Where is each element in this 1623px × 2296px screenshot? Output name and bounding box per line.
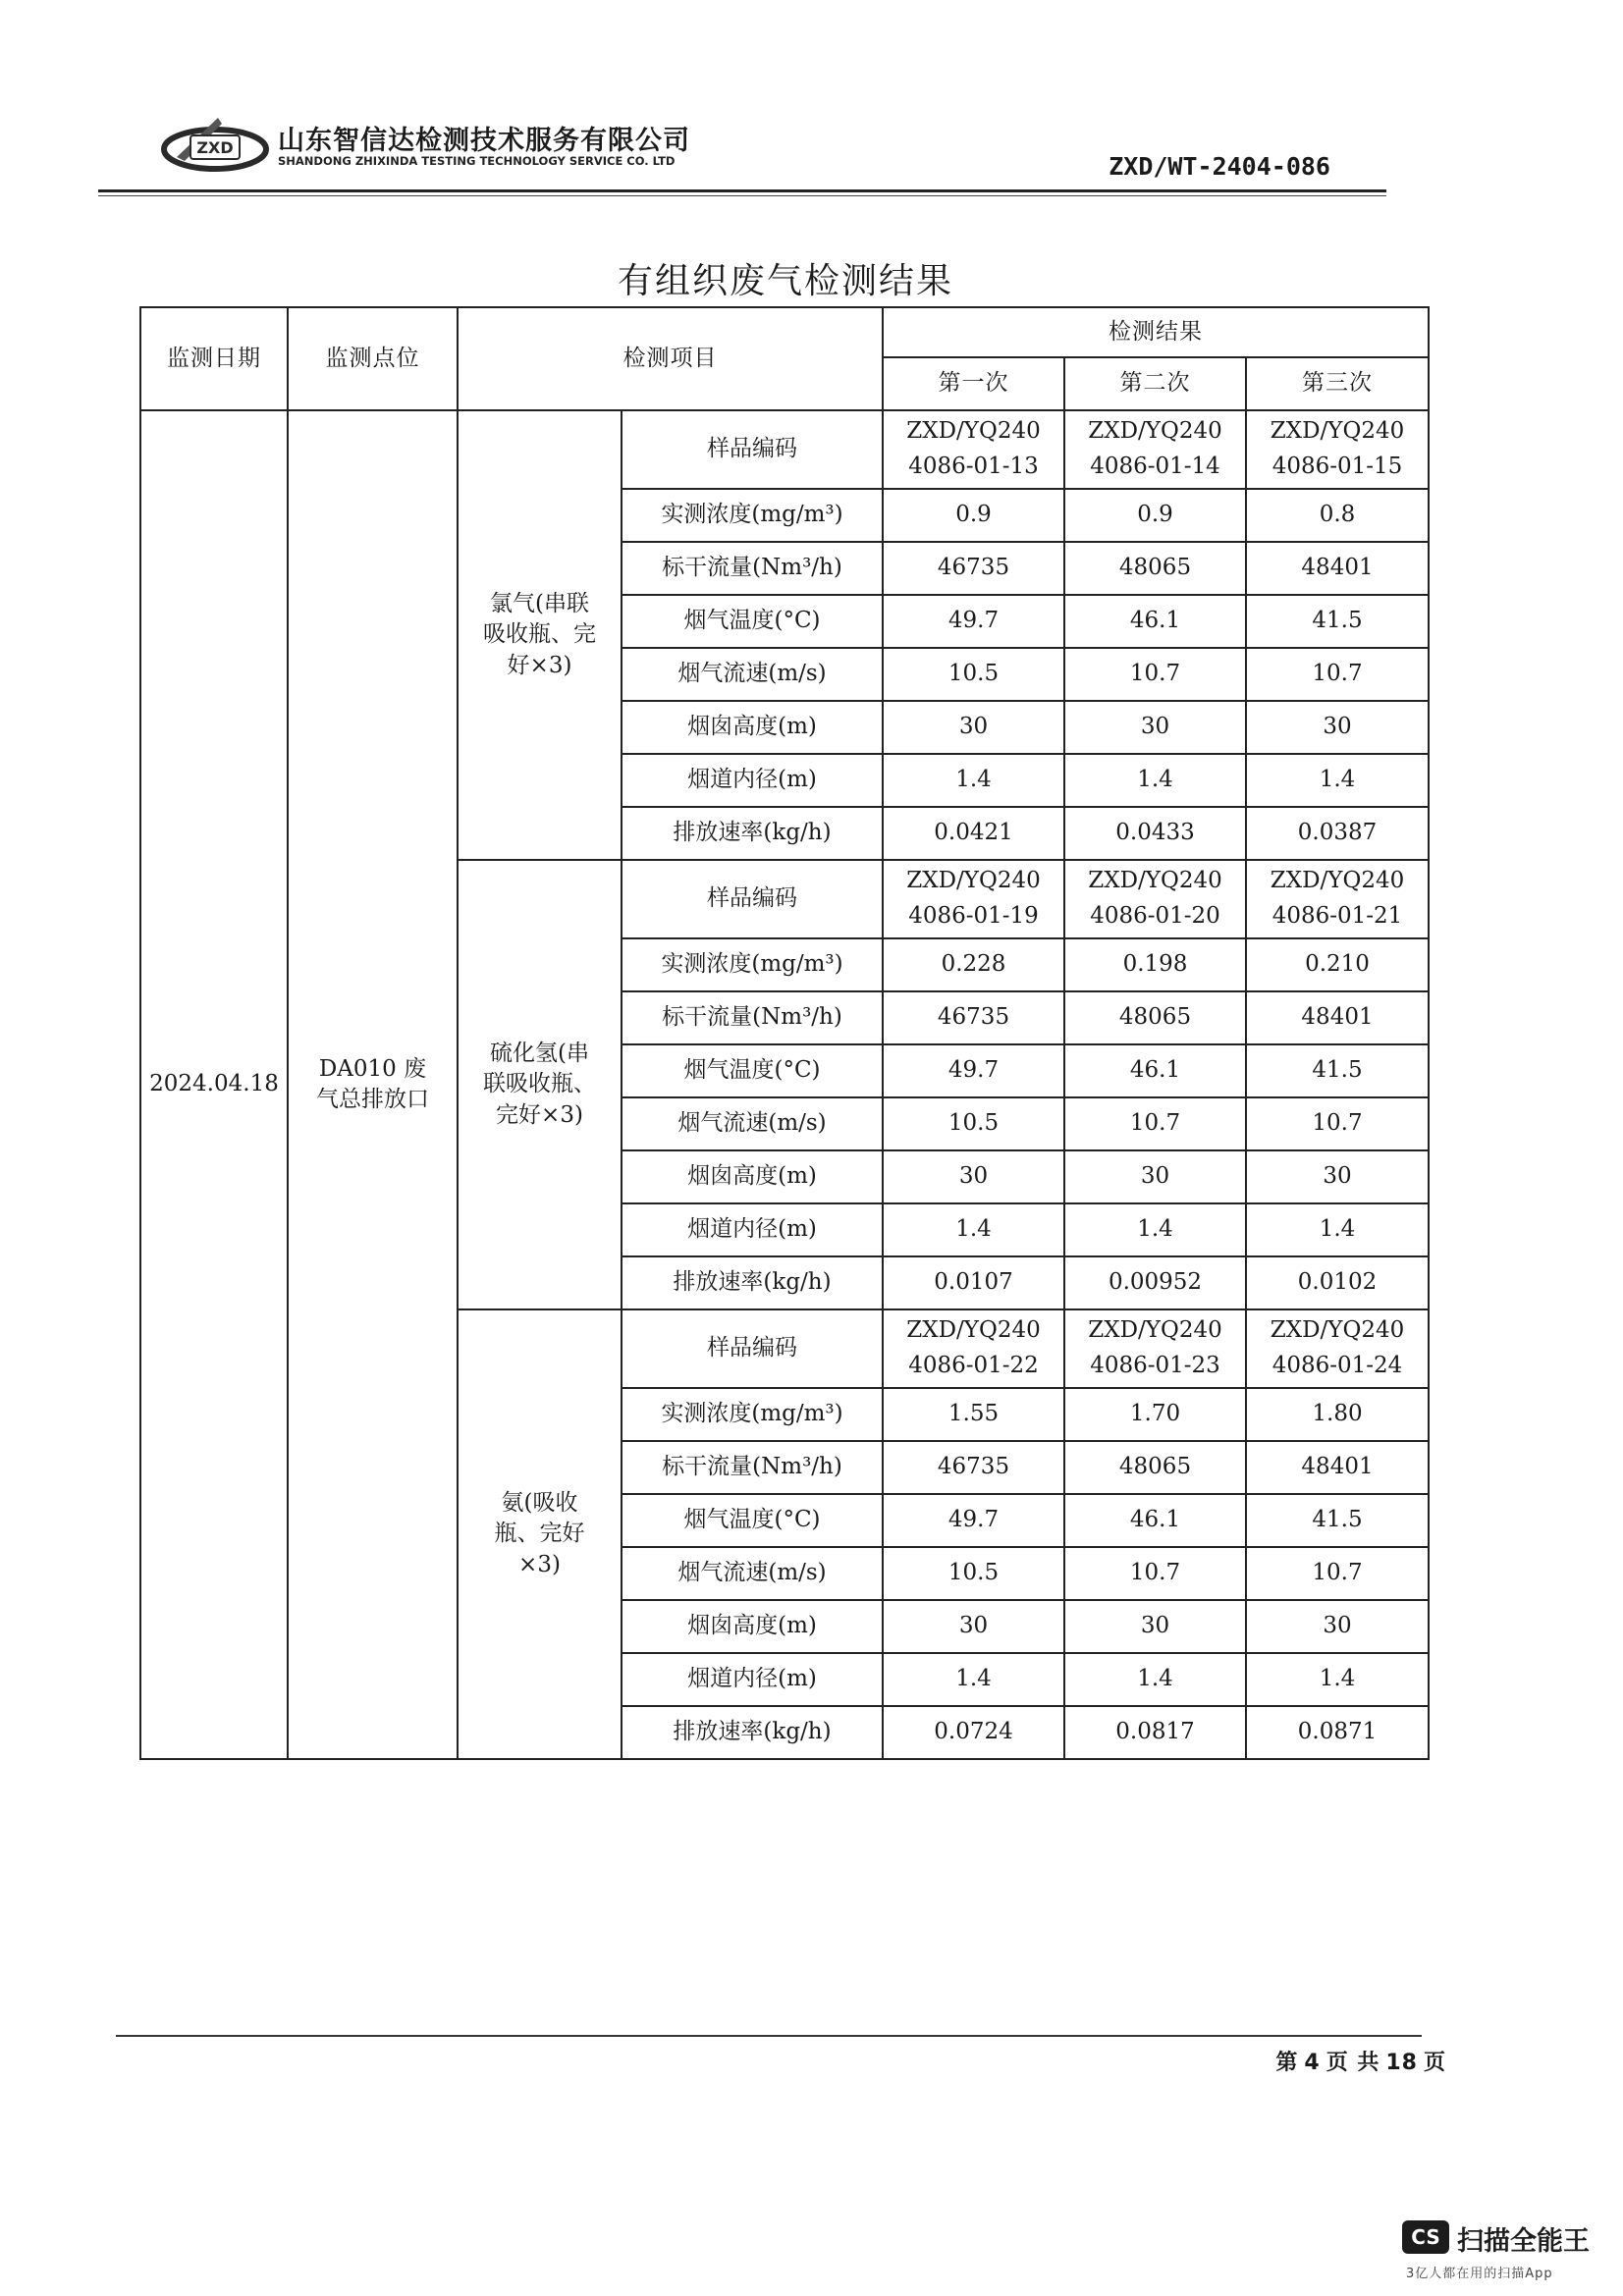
row-label: 烟囱高度(m): [622, 701, 883, 754]
result-value: 0.0433: [1064, 807, 1246, 860]
row-label: 实测浓度(mg/m³): [622, 489, 883, 542]
result-value: 46.1: [1064, 595, 1246, 648]
page-prefix: 第: [1275, 2050, 1299, 2075]
row-label: 烟道内径(m): [622, 1653, 883, 1706]
result-value: 0.00952: [1064, 1256, 1246, 1309]
monitoring-point-line: 气总排放口: [316, 1087, 429, 1112]
sample-code: [883, 860, 1064, 938]
result-value: 1.4: [1064, 1203, 1246, 1256]
result-value: 30: [1064, 701, 1246, 754]
sample-code-line: 4086-01-23: [1090, 1353, 1220, 1378]
result-value: 1.4: [883, 754, 1064, 807]
camscanner-logo-icon: CS: [1402, 2220, 1449, 2254]
company-logo: [157, 110, 273, 183]
sample-code: [1246, 1309, 1429, 1388]
sample-code-line: 4086-01-22: [908, 1353, 1039, 1378]
logo-text: ZXD: [196, 138, 234, 157]
camscanner-name: 扫描全能王: [1457, 2226, 1590, 2257]
row-label: 烟气流速(m/s): [622, 1547, 883, 1600]
result-value: 1.55: [883, 1388, 1064, 1441]
header-run-3: 第三次: [1246, 357, 1429, 410]
result-value: 10.7: [1246, 648, 1429, 701]
result-value: 30: [1064, 1150, 1246, 1203]
pollutant-name-line: 完好×3): [496, 1101, 583, 1128]
result-value: 41.5: [1246, 1494, 1429, 1547]
result-value: 49.7: [883, 1044, 1064, 1097]
result-value: 0.0107: [883, 1256, 1064, 1309]
monitoring-point-line: DA010 废: [318, 1055, 427, 1082]
result-value: 0.0871: [1246, 1706, 1429, 1759]
row-label: 标干流量(Nm³/h): [622, 1441, 883, 1494]
sample-code-row: [140, 410, 1429, 489]
result-value: 10.7: [1246, 1097, 1429, 1150]
result-value: 48065: [1064, 542, 1246, 595]
result-value: 10.5: [883, 648, 1064, 701]
page-title: 有组织废气检测结果: [617, 261, 953, 301]
result-value: 48065: [1064, 991, 1246, 1044]
result-value: 0.0387: [1246, 807, 1429, 860]
row-label: 实测浓度(mg/m³): [622, 938, 883, 991]
sample-code-line: ZXD/YQ240: [906, 1317, 1041, 1344]
result-value: 1.4: [1246, 1203, 1429, 1256]
sample-code-line: 4086-01-20: [1090, 903, 1220, 929]
sample-code-line: 4086-01-24: [1271, 1353, 1403, 1378]
results-table: [139, 306, 1430, 1760]
header-rule-thin: [98, 195, 1386, 196]
result-value: 30: [883, 1150, 1064, 1203]
sample-code: [1064, 860, 1246, 938]
monitoring-point: [288, 410, 458, 1759]
result-value: 10.7: [1064, 648, 1246, 701]
sample-code-line: 4086-01-14: [1090, 454, 1220, 479]
sample-code: [1246, 410, 1429, 489]
footer-rule: [116, 2035, 1422, 2037]
sample-code-line: 4086-01-19: [908, 903, 1039, 929]
result-value: 0.228: [883, 938, 1064, 991]
result-value: 0.0817: [1064, 1706, 1246, 1759]
result-value: 48401: [1246, 991, 1429, 1044]
result-value: 1.4: [1246, 754, 1429, 807]
result-value: 0.0421: [883, 807, 1064, 860]
row-label: 烟气流速(m/s): [622, 1097, 883, 1150]
result-value: 30: [1246, 1600, 1429, 1653]
header-point: 监测点位: [288, 307, 458, 410]
sample-code-line: ZXD/YQ240: [1270, 418, 1405, 445]
row-label: 样品编码: [622, 410, 883, 489]
sample-code: [1064, 1309, 1246, 1388]
result-value: 30: [1246, 1150, 1429, 1203]
result-value: 1.70: [1064, 1388, 1246, 1441]
row-label: 烟气温度(°C): [622, 1494, 883, 1547]
result-value: 0.9: [1064, 489, 1246, 542]
row-label: 烟气温度(°C): [622, 1044, 883, 1097]
pollutant-name-line: 吸收瓶、完: [483, 621, 596, 648]
pollutant-name: [458, 860, 622, 1309]
sample-code-line: 4086-01-15: [1271, 454, 1403, 479]
sample-code-line: ZXD/YQ240: [1088, 1317, 1222, 1344]
result-value: 1.4: [1064, 1653, 1246, 1706]
row-label: 烟道内径(m): [622, 754, 883, 807]
result-value: 30: [883, 1600, 1064, 1653]
pollutant-name-line: 联吸收瓶、: [483, 1071, 596, 1097]
result-value: 30: [883, 701, 1064, 754]
row-label: 烟气温度(°C): [622, 595, 883, 648]
result-value: 0.8: [1246, 489, 1429, 542]
result-value: 1.4: [883, 1653, 1064, 1706]
result-value: 1.80: [1246, 1388, 1429, 1441]
header-run-1: 第一次: [883, 357, 1064, 410]
result-value: 10.5: [883, 1547, 1064, 1600]
result-value: 49.7: [883, 1494, 1064, 1547]
sample-code: [1064, 410, 1246, 489]
page-total: 18: [1385, 2051, 1418, 2075]
report-number: ZXD/WT-2404-086: [1109, 152, 1330, 181]
sample-code: [1246, 860, 1429, 938]
result-value: 10.7: [1246, 1547, 1429, 1600]
result-value: 48401: [1246, 1441, 1429, 1494]
result-value: 46735: [883, 1441, 1064, 1494]
result-value: 0.198: [1064, 938, 1246, 991]
row-label: 排放速率(kg/h): [622, 1706, 883, 1759]
row-label: 烟气流速(m/s): [622, 648, 883, 701]
company-name-cn: 山东智信达检测技术服务有限公司: [278, 126, 690, 156]
sample-code-line: ZXD/YQ240: [1088, 418, 1222, 445]
result-value: 10.7: [1064, 1097, 1246, 1150]
result-value: 0.0724: [883, 1706, 1064, 1759]
sample-code-line: ZXD/YQ240: [1088, 868, 1222, 894]
result-value: 1.4: [883, 1203, 1064, 1256]
result-value: 46735: [883, 991, 1064, 1044]
sample-code: [883, 1309, 1064, 1388]
pollutant-name-line: 氨(吸收: [501, 1490, 578, 1517]
header-run-2: 第二次: [1064, 357, 1246, 410]
row-label: 烟囱高度(m): [622, 1150, 883, 1203]
result-value: 30: [1246, 701, 1429, 754]
pollutant-name: [458, 410, 622, 860]
sample-code-line: ZXD/YQ240: [1270, 868, 1405, 894]
result-value: 1.4: [1064, 754, 1246, 807]
page-current: 4: [1304, 2051, 1321, 2075]
camscanner-tagline: 3亿人都在用的扫描App: [1406, 2267, 1553, 2281]
sample-code-line: ZXD/YQ240: [1270, 1317, 1405, 1344]
sample-code-line: 4086-01-13: [908, 454, 1039, 479]
sample-code: [883, 410, 1064, 489]
result-value: 49.7: [883, 595, 1064, 648]
result-value: 30: [1064, 1600, 1246, 1653]
row-label: 排放速率(kg/h): [622, 807, 883, 860]
result-value: 10.5: [883, 1097, 1064, 1150]
row-label: 烟囱高度(m): [622, 1600, 883, 1653]
result-value: 46.1: [1064, 1494, 1246, 1547]
row-label: 样品编码: [622, 1309, 883, 1388]
row-label: 烟道内径(m): [622, 1203, 883, 1256]
row-label: 实测浓度(mg/m³): [622, 1388, 883, 1441]
row-label: 排放速率(kg/h): [622, 1256, 883, 1309]
row-label: 标干流量(Nm³/h): [622, 991, 883, 1044]
header-date: 监测日期: [140, 307, 288, 410]
result-value: 10.7: [1064, 1547, 1246, 1600]
result-value: 41.5: [1246, 1044, 1429, 1097]
page-suffix: 页: [1423, 2050, 1446, 2075]
page-mid: 页 共: [1325, 2050, 1380, 2075]
row-label: 标干流量(Nm³/h): [622, 542, 883, 595]
results-table-body: [140, 307, 1429, 1759]
pollutant-name-line: 好×3): [507, 652, 572, 678]
pollutant-name: [458, 1309, 622, 1759]
result-value: 0.9: [883, 489, 1064, 542]
pollutant-name-line: ×3): [518, 1551, 561, 1577]
result-value: 48065: [1064, 1441, 1246, 1494]
result-value: 41.5: [1246, 595, 1429, 648]
sample-code-line: 4086-01-21: [1271, 903, 1403, 929]
result-value: 0.210: [1246, 938, 1429, 991]
row-label: 样品编码: [622, 860, 883, 938]
result-value: 48401: [1246, 542, 1429, 595]
pollutant-name-line: 硫化氢(串: [490, 1041, 589, 1067]
pollutant-name-line: 瓶、完好: [494, 1521, 585, 1547]
monitoring-date: 2024.04.18: [140, 410, 288, 1759]
sample-code-line: ZXD/YQ240: [906, 418, 1041, 445]
page-number: [1275, 2046, 1446, 2076]
table-header-row: [140, 307, 1429, 357]
header-result: 检测结果: [883, 307, 1429, 357]
result-value: 0.0102: [1246, 1256, 1429, 1309]
pollutant-name-line: 氯气(串联: [490, 591, 589, 617]
result-value: 46735: [883, 542, 1064, 595]
sample-code-line: ZXD/YQ240: [906, 868, 1041, 894]
header-rule: [98, 189, 1386, 192]
result-value: 1.4: [1246, 1653, 1429, 1706]
header-item: 检测项目: [458, 307, 883, 410]
company-name-en: SHANDONG ZHIXINDA TESTING TECHNOLOGY SERVICE CO. LTD: [278, 154, 676, 168]
result-value: 46.1: [1064, 1044, 1246, 1097]
